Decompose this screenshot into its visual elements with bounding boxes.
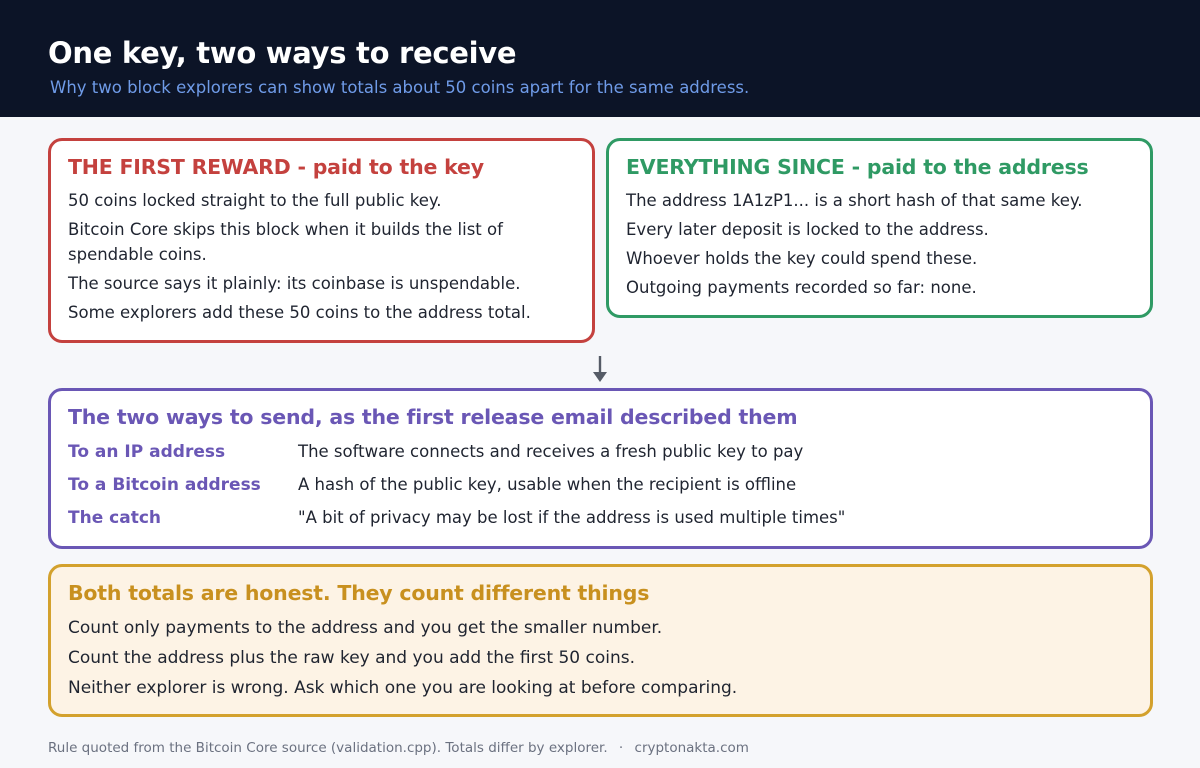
first-reward-card	[48, 138, 595, 343]
page-header	[0, 0, 1200, 117]
first-reward-line: Bitcoin Core skips this block when it builds the list of spendable coins.	[68, 220, 503, 264]
everything-since-line: The address 1A1zP1... is a short hash of that same key.	[626, 191, 1083, 210]
footer-separator: ·	[618, 740, 624, 756]
first-reward-line: 50 coins locked straight to the full public key.	[68, 191, 442, 210]
first-reward-title: THE FIRST REWARD - paid to the key	[68, 155, 484, 179]
send-row-label: The catch	[68, 508, 162, 528]
send-row-text: "A bit of privacy may be lost if the address is used multiple times"	[298, 508, 846, 527]
honest-totals-line: Count the address plus the raw key and you add the first 50 coins.	[68, 648, 636, 668]
send-row-label: To a Bitcoin address	[68, 475, 261, 495]
send-row-text: The software connects and receives a fresh public key to pay	[298, 442, 804, 461]
first-reward-line: Some explorers add these 50 coins to the address total.	[68, 303, 531, 322]
send-ways-title: The two ways to send, as the first release email described them	[68, 405, 798, 429]
honest-totals-title: Both totals are honest. They count different things	[68, 581, 650, 605]
footer-note: Rule quoted from the Bitcoin Core source (validation.cpp). Totals differ by explorer.	[48, 740, 608, 756]
send-row-label: To an IP address	[68, 442, 226, 462]
everything-since-title: EVERYTHING SINCE - paid to the address	[626, 155, 1089, 179]
everything-since-line: Outgoing payments recorded so far: none.	[626, 278, 977, 297]
page-subtitle: Why two block explorers can show totals about 50 coins apart for the same address.	[50, 78, 750, 97]
send-row-text: A hash of the public key, usable when the recipient is offline	[298, 475, 797, 494]
footer	[48, 740, 749, 756]
everything-since-line: Every later deposit is locked to the address.	[626, 220, 989, 239]
send-ways-card	[48, 388, 1153, 549]
arrow-down-icon	[592, 355, 608, 383]
honest-totals-card	[48, 564, 1153, 717]
honest-totals-line: Neither explorer is wrong. Ask which one you are looking at before comparing.	[68, 678, 738, 698]
everything-since-card	[606, 138, 1153, 318]
footer-site: cryptonakta.com	[634, 740, 749, 756]
first-reward-line: The source says it plainly: its coinbase is unspendable.	[68, 274, 521, 293]
honest-totals-line: Count only payments to the address and you get the smaller number.	[68, 618, 663, 638]
page-title: One key, two ways to receive	[48, 36, 517, 70]
everything-since-line: Whoever holds the key could spend these.	[626, 249, 978, 268]
